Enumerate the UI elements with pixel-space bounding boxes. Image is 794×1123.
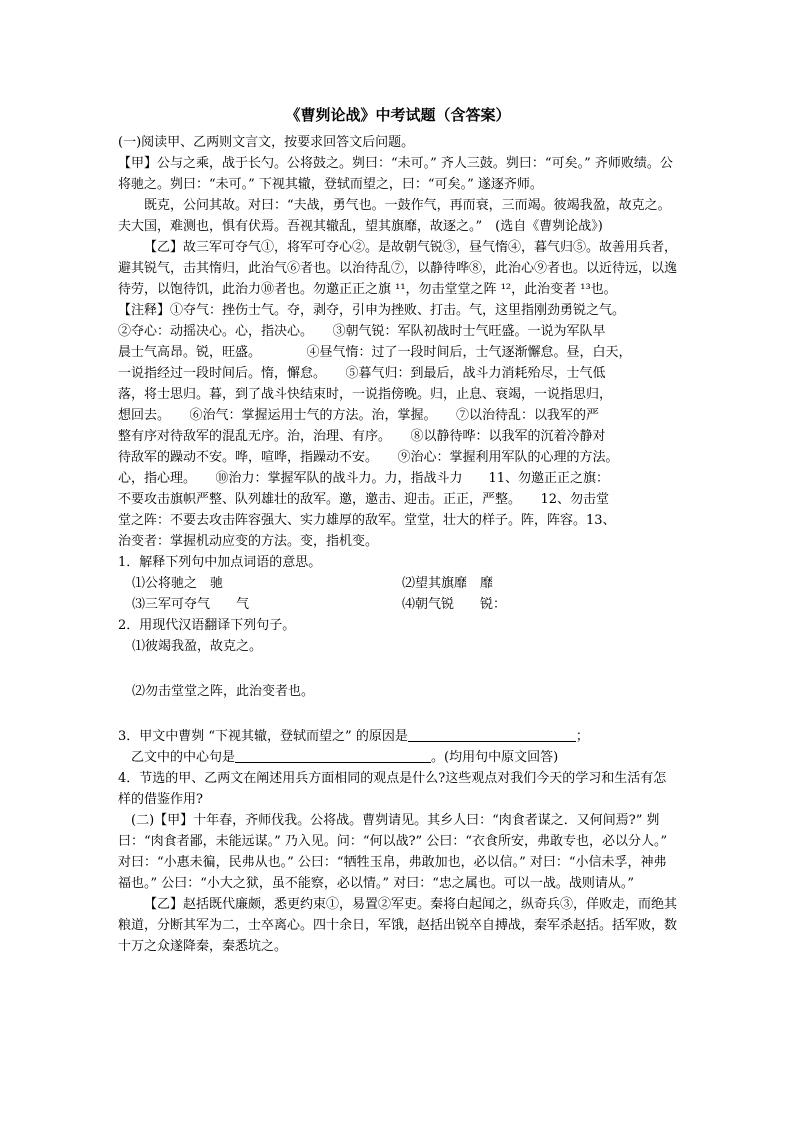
question-1-item-4: ⑷朝气锐 锐： [402,597,507,612]
question-2-item-2: ⑵勿击堂堂之阵，此治变者也。 [132,684,315,699]
section2-passage-jia: (二)【甲】十年春，齐师伐我。公将战。曹刿请见。其乡人曰：“肉食者谋之．又何间焉?” 刿曰：“肉食者鄙，未能远谋。” 乃入见。问：“何以战?” 公曰：“衣食所安，弗敢专也，必以分人。” 对曰：“小惠未徧，民弗从也。” 公曰：“牺牲玉帛，弗敢加也，必以信。” 对曰：“小信未孚，神弗福也。” 公曰：“小大之狱，虽不能察，必以情。” 对曰：“忠之属也。可以一战。战则请从。” [118,813,668,891]
answer-space [118,702,678,726]
question-3-line-1 [118,726,678,747]
question-3-prompt-2: 乙文中的中心句是 [131,750,236,765]
annotation-line: 待敌军的躁动不安。哗，喧哗，指躁动不安。 ⑨治心：掌握利用军队的心理的方法。 [118,450,619,465]
page-title: 《曹刿论战》中考试题（含答案） [285,106,511,124]
annotation-line: 一说指经过一段时间后。惰，懈怠。 ⑤暮气归：到最后，战斗力消耗殆尽，士气低 [118,366,606,381]
annotation-line: 堂之阵：不要去攻击阵容强大、实力雄厚的敌军。堂堂，壮大的样子。阵，阵容。13、 [118,513,616,528]
passage-jia-paragraph-2: 既克，公问其故。对曰：“夫战，勇气也。一鼓作气，再而衰，三而竭。彼竭我盈，故克之。夫大国，难测也，惧有伏焉。吾视其辙乱，望其旗靡，故逐之。” (选自《曹刿论战》) [118,198,671,234]
annotation-line: 整有序对待敌军的混乱无序。治，治理、有序。 ⑧以静待哗：以我军的沉着冷静对 [118,429,606,444]
section1-intro: (一)阅读甲、乙两则文言文，按要求回答文后问题。 [118,135,415,150]
question-1-row-1 [132,573,678,594]
question-1: 1．解释下列句中加点词语的意思。 [118,555,322,570]
annotation-line: 晨士气高昂。锐，旺盛。 ④昼气惰：过了一段时间后，士气逐渐懈怠。昼，白天， [118,345,632,360]
question-4: 4．节选的甲、乙两文在阐述用兵方面相同的观点是什么?这些观点对我们今天的学习和生活有怎样的借鉴作用? [118,771,667,807]
annotation-line: 落，将士思归。暮，到了战斗快结束时，一说指傍晚。归，止息、衰竭，一说指思归， [118,387,613,402]
question-1-item-3: ⑶三军可夺气 气 [132,597,250,612]
answer-blank-1[interactable] [408,727,576,742]
question-1-item-2: ⑵望其旗靡 靡 [402,576,494,591]
question-3-prompt-1: 3．甲文中曹刿 “下视其辙，登轼而望之” 的原因是 [118,729,408,744]
annotation-line: ②夺心：动摇决心。心，指决心。 ③朝气锐：军队初战时士气旺盛。一说为军队早 [118,324,606,339]
annotation-line: 不要攻击旗帜严整、队列雄壮的敌军。邀，邀击、迎击。正正，严整。 12、勿击堂 [118,492,610,507]
question-3-end-1: ； [575,729,589,744]
question-2: 2．用现代汉语翻译下列句子。 [118,618,296,633]
question-2-item-1: ⑴彼竭我盈，故克之。 [132,639,263,654]
section2-passage-yi: 【乙】赵括既代廉颇，悉更约束①，易置②军吏。秦将白起闻之，纵奇兵③，佯败走，而绝其粮道，分断其军为二，士卒离心。四十余日，军饿，赵括出锐卒自搏战，秦军杀赵括。括军败，数十万之众遂降秦，秦悉坑之。 [118,897,678,954]
annotation-line: 心，指心理。 ⑩治力：掌握军队的战斗力。力，指战斗力 11、勿邀正正之旗： [118,471,610,486]
passage-jia-paragraph-1: 【甲】公与之乘，战于长勺。公将鼓之。刿曰：“未可。” 齐人三鼓。刿曰：“可矣。” 齐师败绩。公将驰之。刿曰：“未可。” 下视其辙，登轼而望之，曰：“可矣。” 遂逐齐师。 [118,156,673,192]
document-body [118,104,678,957]
annotation-line: 治变者：掌握机动应变的方法。变，指机变。 [118,534,379,549]
question-1-item-1: ⑴公将驰之 驰 [132,576,224,591]
annotation-line: 【注释】①夺气：挫伤士气。夺，剥夺，引申为挫败、打击。气，这里指刚劲勇锐之气。 [118,303,626,318]
annotations [118,300,678,552]
annotation-line: 想回去。 ⑥治气：掌握运用士气的方法。治，掌握。 ⑦以治待乱：以我军的严 [118,408,600,423]
answer-blank-2[interactable] [235,748,431,763]
answer-space [118,657,678,681]
question-3-line-2 [118,747,678,768]
passage-yi: 【乙】故三军可夺气①，将军可夺心②。是故朝气锐③，昼气惰④，暮气归⑤。故善用兵者，避其锐气，击其惰归，此治气⑥者也。以治待乱⑦，以静待哗⑧，此治心⑨者也。以近待远，以逸待劳，以饱待饥，此治力⑩者也。勿邀正正之旗 ¹¹，勿击堂堂之阵 ¹²，此治变者 ¹³也。 [118,240,678,297]
question-3-end-2: 。(均用句中原文回答) [431,750,559,765]
question-1-row-2 [132,594,678,615]
